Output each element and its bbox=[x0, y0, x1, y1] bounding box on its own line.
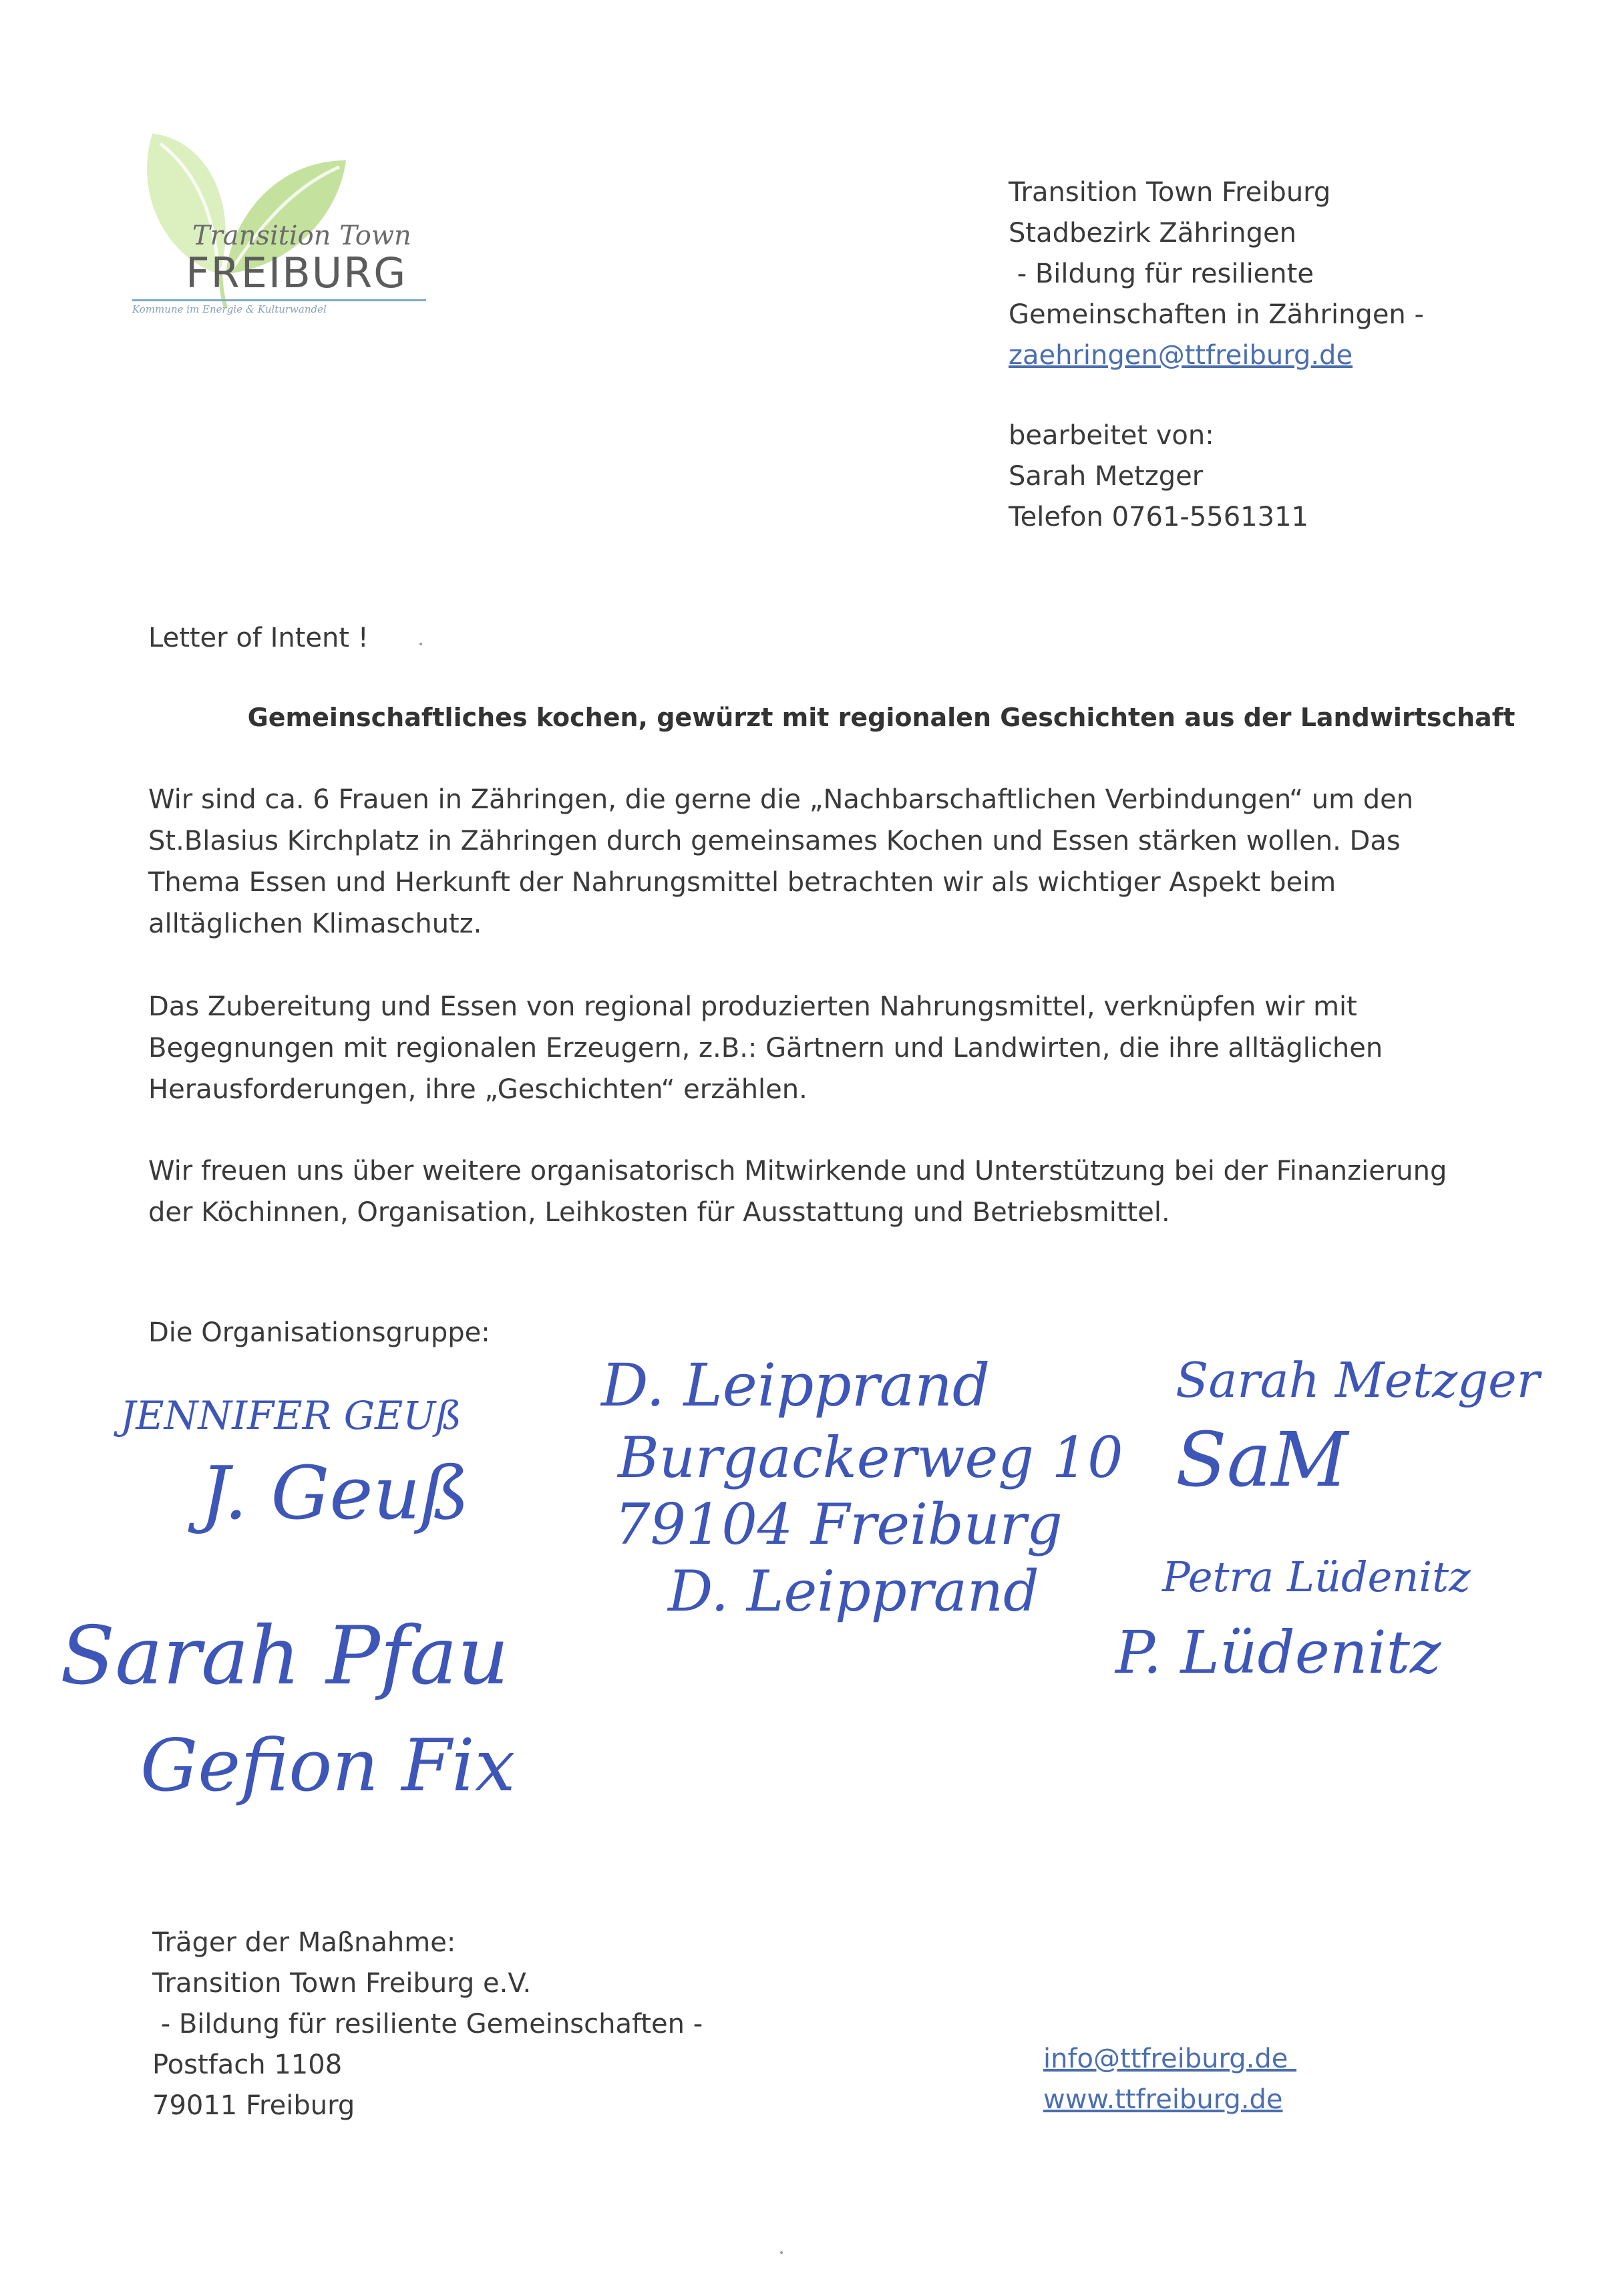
sender-line: - Bildung für resiliente bbox=[1009, 259, 1314, 289]
paragraph-line: der Köchinnen, Organisation, Leihkosten für Ausstattung und Betriebsmittel. bbox=[148, 1197, 1170, 1228]
letter-headline bbox=[0, 703, 1609, 732]
editor-phone: Telefon 0761-5561311 bbox=[1009, 502, 1308, 532]
footer-sponsor bbox=[152, 1923, 703, 2126]
editor-block bbox=[1009, 416, 1308, 538]
footer-org: Transition Town Freiburg e.V. bbox=[152, 1968, 532, 1999]
signature-sarah-pfau: Sarah Pfau bbox=[60, 1610, 510, 1703]
signature-metzger: SaM bbox=[1176, 1417, 1349, 1504]
sender-address bbox=[1009, 172, 1424, 376]
signature-leipprand-name: D. Leipprand bbox=[601, 1351, 991, 1420]
paragraph-line: Herausforderungen, ihre „Geschichten“ erzählen. bbox=[148, 1074, 808, 1105]
paragraph-line: St.Blasius Kirchplatz in Zähringen durch gemeinsames Kochen und Essen stärken wollen. Das bbox=[148, 826, 1401, 856]
paragraph-line: Wir freuen uns über weitere organisatorisch Mitwirkende und Unterstützung bei der Finanzierung bbox=[148, 1156, 1447, 1186]
signature-metzger-name: Sarah Metzger bbox=[1176, 1352, 1540, 1408]
signature-jennifer: J. Geuß bbox=[200, 1450, 470, 1536]
footer-website-link[interactable]: www.ttfreiburg.de bbox=[1043, 2084, 1283, 2115]
editor-label: bearbeitet von: bbox=[1009, 420, 1214, 451]
paragraph-line: Thema Essen und Herkunft der Nahrungsmittel betrachten wir als wichtiger Aspekt beim bbox=[148, 867, 1336, 898]
organisation-group-label: Die Organisationsgruppe: bbox=[148, 1317, 490, 1348]
sender-email-link[interactable]: zaehringen@ttfreiburg.de bbox=[1009, 340, 1353, 371]
paragraph-line: Das Zubereitung und Essen von regional produzierten Nahrungsmittel, verknüpfen wir mit bbox=[148, 991, 1357, 1022]
signature-gefion-fix: Gefion Fix bbox=[140, 1724, 516, 1808]
headline-text: Gemeinschaftliches kochen, gewürzt mit regionalen Geschichten aus der Landwirtschaft bbox=[247, 703, 1515, 732]
logo-title-line1: Transition Town bbox=[192, 220, 411, 251]
transition-town-logo bbox=[126, 114, 446, 334]
logo-title-line2: FREIBURG bbox=[186, 249, 407, 297]
logo-underline bbox=[132, 299, 426, 301]
sender-line: Transition Town Freiburg bbox=[1009, 177, 1331, 208]
footer-label: Träger der Maßnahme: bbox=[152, 1927, 456, 1958]
letter-subject: Letter of Intent ! bbox=[148, 623, 369, 653]
sender-line: Gemeinschaften in Zähringen - bbox=[1009, 299, 1424, 330]
signature-petra-name: Petra Lüdenitz bbox=[1162, 1552, 1471, 1601]
footer-links bbox=[1043, 2039, 1296, 2120]
footer-subtitle: - Bildung für resiliente Gemeinschaften - bbox=[152, 2009, 703, 2039]
paragraph-line: Begegnungen mit regionalen Erzeugern, z.B.: Gärtnern und Landwirten, die ihre alltäglichen bbox=[148, 1033, 1383, 1063]
sender-line: Stadbezirk Zähringen bbox=[1009, 218, 1296, 249]
signature-jennifer-name: JENNIFER GEUß bbox=[120, 1393, 462, 1438]
logo-tagline: Kommune im Energie & Kulturwandel bbox=[132, 303, 327, 315]
paragraph-line: Wir sind ca. 6 Frauen in Zähringen, die gerne die „Nachbarschaftlichen Verbindungen“ um den bbox=[148, 784, 1414, 815]
footer-city: 79011 Freiburg bbox=[152, 2090, 355, 2121]
scan-speck bbox=[419, 643, 422, 645]
body-paragraph-3 bbox=[148, 1150, 1497, 1233]
signature-leipprand-city: 79104 Freiburg bbox=[614, 1492, 1063, 1557]
signature-leipprand: D. Leipprand bbox=[668, 1559, 1039, 1624]
editor-name: Sarah Metzger bbox=[1009, 461, 1204, 492]
footer-postbox: Postfach 1108 bbox=[152, 2049, 343, 2080]
scan-speck bbox=[780, 2251, 783, 2254]
paragraph-line: alltäglichen Klimaschutz. bbox=[148, 909, 482, 939]
body-paragraph-1 bbox=[148, 779, 1497, 945]
signature-petra: P. Lüdenitz bbox=[1115, 1618, 1441, 1687]
footer-email-link[interactable]: info@ttfreiburg.de bbox=[1043, 2043, 1297, 2074]
body-paragraph-2 bbox=[148, 986, 1497, 1110]
signature-leipprand-street: Burgackerweg 10 bbox=[618, 1425, 1123, 1490]
